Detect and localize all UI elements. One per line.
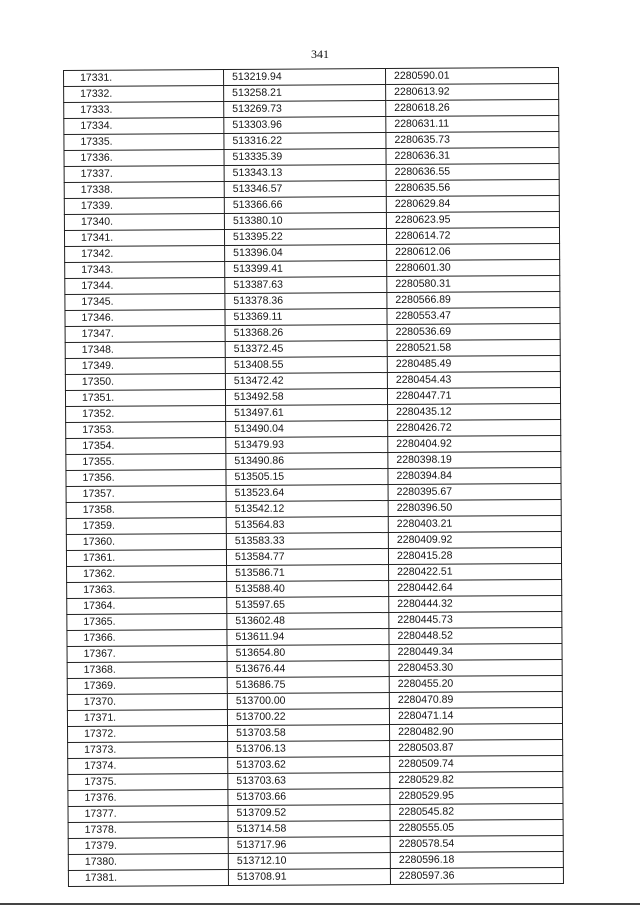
point-number-cell: 17346. [65, 310, 225, 327]
y-coordinate-cell: 2280449.34 [389, 643, 562, 660]
point-number-cell: 17361. [66, 550, 226, 567]
y-coordinate-cell: 2280529.95 [390, 787, 563, 804]
x-coordinate-cell: 513542.12 [226, 501, 388, 518]
point-number-cell: 17370. [67, 694, 227, 711]
point-number-cell: 17350. [65, 374, 225, 391]
point-number-cell: 17357. [66, 486, 226, 503]
x-coordinate-cell: 513584.77 [226, 549, 388, 566]
x-coordinate-cell: 513703.63 [228, 773, 390, 790]
x-coordinate-cell: 513714.58 [228, 821, 390, 838]
x-coordinate-cell: 513368.26 [225, 325, 387, 342]
x-coordinate-cell: 513472.42 [225, 373, 387, 390]
y-coordinate-cell: 2280613.92 [386, 83, 559, 100]
point-number-cell: 17381. [68, 870, 228, 887]
y-coordinate-cell: 2280529.82 [390, 771, 563, 788]
point-number-cell: 17377. [68, 806, 228, 823]
y-coordinate-cell: 2280403.21 [388, 515, 561, 532]
y-coordinate-cell: 2280635.56 [386, 179, 559, 196]
x-coordinate-cell: 513564.83 [226, 517, 388, 534]
point-number-cell: 17376. [68, 790, 228, 807]
point-number-cell: 17341. [64, 230, 224, 247]
point-number-cell: 17363. [67, 582, 227, 599]
point-number-cell: 17366. [67, 630, 227, 647]
point-number-cell: 17360. [66, 534, 226, 551]
point-number-cell: 17368. [67, 662, 227, 679]
point-number-cell: 17344. [65, 278, 225, 295]
y-coordinate-cell: 2280629.84 [386, 195, 559, 212]
y-coordinate-cell: 2280636.55 [386, 163, 559, 180]
y-coordinate-cell: 2280396.50 [388, 499, 561, 516]
x-coordinate-cell: 513712.10 [228, 853, 390, 870]
y-coordinate-cell: 2280614.72 [386, 227, 559, 244]
y-coordinate-cell: 2280398.19 [388, 451, 561, 468]
y-coordinate-cell: 2280404.92 [388, 435, 561, 452]
x-coordinate-cell: 513399.41 [225, 261, 387, 278]
x-coordinate-cell: 513369.11 [225, 309, 387, 326]
point-number-cell: 17371. [67, 710, 227, 727]
y-coordinate-cell: 2280623.95 [386, 211, 559, 228]
x-coordinate-cell: 513335.39 [224, 149, 386, 166]
y-coordinate-cell: 2280448.52 [389, 627, 562, 644]
x-coordinate-cell: 513258.21 [224, 85, 386, 102]
point-number-cell: 17338. [64, 182, 224, 199]
point-number-cell: 17349. [65, 358, 225, 375]
x-coordinate-cell: 513396.04 [225, 245, 387, 262]
page-number: 341 [311, 47, 329, 61]
point-number-cell: 17365. [67, 614, 227, 631]
y-coordinate-cell: 2280409.92 [388, 531, 561, 548]
y-coordinate-cell: 2280555.05 [390, 819, 563, 836]
y-coordinate-cell: 2280631.11 [386, 115, 559, 132]
y-coordinate-cell: 2280485.49 [387, 355, 560, 372]
x-coordinate-cell: 513269.73 [224, 101, 386, 118]
table-row [68, 867, 563, 886]
point-number-cell: 17343. [65, 262, 225, 279]
y-coordinate-cell: 2280590.01 [385, 67, 558, 84]
x-coordinate-cell: 513602.48 [227, 613, 389, 630]
point-number-cell: 17354. [66, 438, 226, 455]
point-number-cell: 17355. [66, 454, 226, 471]
x-coordinate-cell: 513380.10 [224, 213, 386, 230]
x-coordinate-cell: 513708.91 [228, 869, 390, 886]
x-coordinate-cell: 513703.62 [228, 757, 390, 774]
y-coordinate-cell: 2280596.18 [390, 851, 563, 868]
x-coordinate-cell: 513706.13 [228, 741, 390, 758]
point-number-cell: 17379. [68, 838, 228, 855]
point-number-cell: 17331. [64, 70, 224, 87]
coordinate-table-body [64, 67, 564, 886]
y-coordinate-cell: 2280545.82 [390, 803, 563, 820]
y-coordinate-cell: 2280636.31 [386, 147, 559, 164]
point-number-cell: 17336. [64, 150, 224, 167]
x-coordinate-cell: 513611.94 [227, 629, 389, 646]
point-number-cell: 17358. [66, 502, 226, 519]
point-number-cell: 17334. [64, 118, 224, 135]
y-coordinate-cell: 2280444.32 [389, 595, 562, 612]
y-coordinate-cell: 2280453.30 [389, 659, 562, 676]
y-coordinate-cell: 2280618.26 [386, 99, 559, 116]
x-coordinate-cell: 513497.61 [226, 405, 388, 422]
x-coordinate-cell: 513505.15 [226, 469, 388, 486]
y-coordinate-cell: 2280509.74 [390, 755, 563, 772]
point-number-cell: 17348. [65, 342, 225, 359]
point-number-cell: 17364. [67, 598, 227, 615]
y-coordinate-cell: 2280422.51 [389, 563, 562, 580]
x-coordinate-cell: 513492.58 [225, 389, 387, 406]
y-coordinate-cell: 2280482.90 [390, 723, 563, 740]
point-number-cell: 17380. [68, 854, 228, 871]
point-number-cell: 17342. [65, 246, 225, 263]
x-coordinate-cell: 513654.80 [227, 645, 389, 662]
point-number-cell: 17356. [66, 470, 226, 487]
y-coordinate-cell: 2280447.71 [387, 387, 560, 404]
x-coordinate-cell: 513586.71 [227, 565, 389, 582]
y-coordinate-cell: 2280597.36 [390, 867, 563, 884]
y-coordinate-cell: 2280580.31 [387, 275, 560, 292]
x-coordinate-cell: 513378.36 [225, 293, 387, 310]
point-number-cell: 17374. [68, 758, 228, 775]
x-coordinate-cell: 513303.96 [224, 117, 386, 134]
point-number-cell: 17353. [66, 422, 226, 439]
x-coordinate-cell: 513703.58 [228, 725, 390, 742]
y-coordinate-cell: 2280394.84 [388, 467, 561, 484]
point-number-cell: 17347. [65, 326, 225, 343]
point-number-cell: 17337. [64, 166, 224, 183]
x-coordinate-cell: 513316.22 [224, 133, 386, 150]
point-number-cell: 17375. [68, 774, 228, 791]
x-coordinate-cell: 513583.33 [226, 533, 388, 550]
x-coordinate-cell: 513372.45 [225, 341, 387, 358]
x-coordinate-cell: 513408.55 [225, 357, 387, 374]
x-coordinate-cell: 513479.93 [226, 437, 388, 454]
coordinate-table [63, 67, 564, 887]
y-coordinate-cell: 2280426.72 [388, 419, 561, 436]
y-coordinate-cell: 2280455.20 [389, 675, 562, 692]
y-coordinate-cell: 2280612.06 [387, 243, 560, 260]
y-coordinate-cell: 2280442.64 [389, 579, 562, 596]
x-coordinate-cell: 513597.65 [227, 597, 389, 614]
point-number-cell: 17373. [68, 742, 228, 759]
point-number-cell: 17369. [67, 678, 227, 695]
point-number-cell: 17359. [66, 518, 226, 535]
y-coordinate-cell: 2280536.69 [387, 323, 560, 340]
point-number-cell: 17372. [68, 726, 228, 743]
x-coordinate-cell: 513703.66 [228, 789, 390, 806]
y-coordinate-cell: 2280454.43 [387, 371, 560, 388]
x-coordinate-cell: 513490.04 [226, 421, 388, 438]
y-coordinate-cell: 2280435.12 [388, 403, 561, 420]
y-coordinate-cell: 2280521.58 [387, 339, 560, 356]
point-number-cell: 17352. [66, 406, 226, 423]
x-coordinate-cell: 513523.64 [226, 485, 388, 502]
x-coordinate-cell: 513717.96 [228, 837, 390, 854]
y-coordinate-cell: 2280503.87 [390, 739, 563, 756]
y-coordinate-cell: 2280471.14 [389, 707, 562, 724]
x-coordinate-cell: 513366.66 [224, 197, 386, 214]
point-number-cell: 17332. [64, 86, 224, 103]
x-coordinate-cell: 513676.44 [227, 661, 389, 678]
y-coordinate-cell: 2280415.28 [388, 547, 561, 564]
y-coordinate-cell: 2280445.73 [389, 611, 562, 628]
y-coordinate-cell: 2280601.30 [387, 259, 560, 276]
x-coordinate-cell: 513709.52 [228, 805, 390, 822]
point-number-cell: 17378. [68, 822, 228, 839]
point-number-cell: 17339. [64, 198, 224, 215]
x-coordinate-cell: 513346.57 [224, 181, 386, 198]
point-number-cell: 17362. [67, 566, 227, 583]
point-number-cell: 17367. [67, 646, 227, 663]
x-coordinate-cell: 513343.13 [224, 165, 386, 182]
y-coordinate-cell: 2280395.67 [388, 483, 561, 500]
point-number-cell: 17335. [64, 134, 224, 151]
point-number-cell: 17340. [64, 214, 224, 231]
x-coordinate-cell: 513387.63 [225, 277, 387, 294]
x-coordinate-cell: 513686.75 [227, 677, 389, 694]
x-coordinate-cell: 513219.94 [224, 69, 386, 86]
y-coordinate-cell: 2280635.73 [386, 131, 559, 148]
x-coordinate-cell: 513395.22 [224, 229, 386, 246]
point-number-cell: 17345. [65, 294, 225, 311]
x-coordinate-cell: 513700.00 [227, 693, 389, 710]
x-coordinate-cell: 513490.86 [226, 453, 388, 470]
point-number-cell: 17351. [65, 390, 225, 407]
x-coordinate-cell: 513588.40 [227, 581, 389, 598]
y-coordinate-cell: 2280470.89 [389, 691, 562, 708]
y-coordinate-cell: 2280553.47 [387, 307, 560, 324]
y-coordinate-cell: 2280566.89 [387, 291, 560, 308]
coordinate-table-container [63, 67, 563, 887]
point-number-cell: 17333. [64, 102, 224, 119]
y-coordinate-cell: 2280578.54 [390, 835, 563, 852]
x-coordinate-cell: 513700.22 [227, 709, 389, 726]
